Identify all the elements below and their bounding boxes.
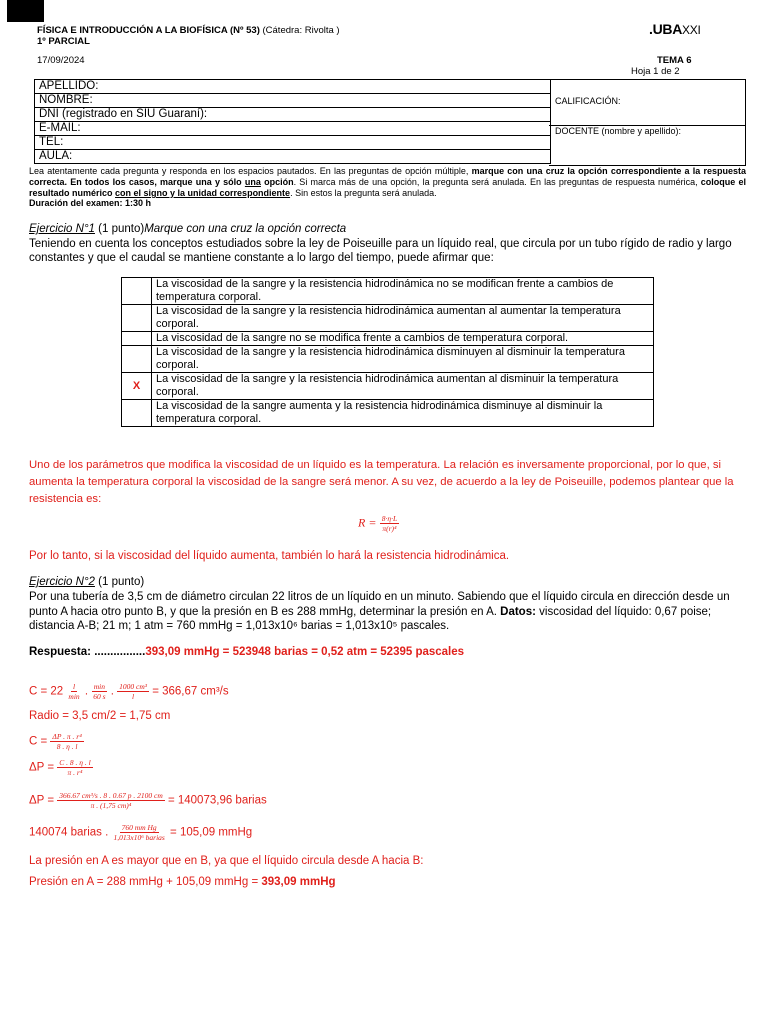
instr-bold-1: marque con una cruz la opción correspondiente a la respuesta correcta. En todos los casos, marque una y sólo: [29, 166, 746, 187]
calc-c-result: = 366,67 cm³/s: [149, 685, 229, 698]
frac-num: ΔP . π . r⁴: [52, 732, 82, 741]
ej2-statement-1: Por una tubería de 3,5 cm de diámetro circulan 22 litros de un líquido en un minuto. Sabiendo que el líquido circula en dirección desde un punto A hacia otro punto B, y que la presión en B es 288 mmHg, determinar la presión en A.: [29, 591, 730, 618]
ej1-title: [29, 223, 346, 235]
formula-den: π(r)⁴: [382, 524, 397, 533]
instructions: [29, 166, 746, 199]
instr-text-3: . Sin estos la pregunta será anulada.: [290, 188, 437, 198]
frac-num: min: [93, 682, 106, 691]
calc-c-prefix: C = 22: [29, 685, 67, 698]
option-text: La viscosidad de la sangre y la resistencia hidrodinámica disminuyen al disminuir la temperatura corporal.: [152, 346, 654, 373]
calificacion-label: CALIFICACIÓN:: [555, 96, 621, 106]
logo-main: .UBA: [649, 21, 683, 37]
frac-den: min: [68, 692, 80, 701]
frac-num: 1000 cm³: [119, 682, 148, 691]
ej1-options: [121, 277, 654, 427]
frac-den: π . r⁴: [67, 768, 83, 777]
dp-calc-result: = 140073,96 barias: [164, 794, 267, 807]
calc-caudal: C = 22 $\frac{l}{\min}$ . $\frac{\min}{60 s}$ . $\frac{\text{1000 cm³}}{l}$ = 366,67 cm³/s: [29, 682, 229, 701]
option-row[interactable]: [122, 346, 654, 373]
formula-fraction: [380, 514, 399, 533]
option-row[interactable]: [122, 332, 654, 346]
ej1-points: (1 punto): [94, 223, 145, 235]
option-mark[interactable]: [122, 346, 152, 373]
frac-l-min: [66, 682, 81, 701]
ej2-label: Ejercicio N°2: [29, 576, 95, 588]
field-email[interactable]: E-MAIL:: [35, 122, 551, 136]
frac-den: 8 . η . l: [56, 742, 78, 751]
ej1-explanation: Uno de los parámetros que modifica la viscosidad de un líquido es la temperatura. La relación es inversamente proporcional, por lo que, si aumenta la temperatura corporal la viscosidad de la sangre será menor. A su vez, de acuerdo a la ley de Poiseuille, podemos plantear que la resistencia es:: [29, 459, 734, 505]
ej2-title: [29, 576, 144, 588]
frac-den: l: [132, 692, 135, 701]
uba-logo: [649, 21, 700, 37]
formula-num: 8·η·L: [381, 514, 398, 523]
calc-radio: Radio = 3,5 cm/2 = 1,75 cm: [29, 710, 171, 722]
frac-cm3-l: [117, 682, 149, 701]
final-text: Presión en A = 288 mmHg + 105,09 mmHg =: [29, 876, 262, 888]
instr-text-2: . Si marca más de una opción, la pregunta será anulada. En las preguntas de respuesta numérica,: [293, 177, 701, 187]
calc-dp-value: [29, 791, 267, 810]
conv-result: = 105,09 mmHg: [166, 826, 253, 839]
frac-num: l: [72, 682, 76, 691]
field-dni[interactable]: DNI (registrado en SIU Guaraní):: [35, 108, 551, 122]
conv-fraction: [111, 823, 166, 842]
answer-label: Respuesta:: [29, 646, 91, 658]
ej2-statement: [29, 590, 744, 634]
frac-min-s: [91, 682, 107, 701]
course-name: FÍSICA E INTRODUCCIÓN A LA BIOFÍSICA (Nº 53): [37, 25, 260, 36]
field-aula[interactable]: AULA:: [35, 150, 551, 164]
answer-dots: ................: [91, 646, 146, 658]
hoja-label: Hoja 1 de 2: [631, 66, 680, 77]
ej2-datos-label: Datos:: [500, 605, 536, 618]
option-text: La viscosidad de la sangre y la resistencia hidrodinámica aumentan al disminuir la temperatura corporal.: [152, 373, 654, 400]
catedra: (Cátedra: Rivolta ): [262, 25, 340, 36]
option-mark-selected[interactable]: X: [122, 373, 152, 400]
answer-value: 393,09 mmHg = 523948 barias = 0,52 atm = 52395 pascales: [145, 646, 465, 658]
frac-den: 60 s: [93, 692, 106, 701]
option-row[interactable]: [122, 278, 654, 305]
dp-calc-lhs: ΔP =: [29, 794, 58, 807]
instr-bold-2: opción: [260, 177, 294, 187]
pressure-statement: La presión en A es mayor que en B, ya que el líquido circula desde A hacia B:: [29, 855, 424, 867]
exam-date: 17/09/2024: [37, 55, 85, 66]
final-pressure: [29, 876, 336, 888]
calificacion-cell[interactable]: [549, 80, 745, 126]
instr-bold-underline-2: con el signo y la unidad correspondiente: [115, 188, 291, 198]
calc-dp-formula: [29, 758, 93, 777]
ej1-statement: Teniendo en cuenta los conceptos estudiados sobre la ley de Poiseuille para un líquido real, que circula por un tubo rígido de radio y largo constantes y que el caudal se mantiene constante a lo largo del tiempo, puede afirmar que:: [29, 238, 732, 264]
tema-label: TEMA 6: [657, 55, 692, 66]
frac-num: 366.67 cm³/s . 8 . 0.67 p . 2100 cm: [59, 791, 163, 800]
resistance-formula: [358, 514, 399, 533]
exam-duration: Duración del examen: 1:30 h: [29, 198, 152, 208]
student-form: [34, 79, 551, 164]
ej1-conclusion: Por lo tanto, si la viscosidad del líquido aumenta, también lo hará la resistencia hidrodinámica.: [29, 550, 510, 562]
frac-den: 1,013x10⁶ barias: [113, 833, 165, 842]
c-formula-lhs: C =: [29, 735, 51, 748]
redaction-block: [7, 0, 44, 22]
option-mark[interactable]: [122, 278, 152, 305]
option-text: La viscosidad de la sangre no se modifica frente a cambios de temperatura corporal.: [152, 332, 654, 346]
frac-num: 760 mm Hg: [121, 823, 157, 832]
frac-num: C . 8 . η . l: [59, 758, 91, 767]
option-text: La viscosidad de la sangre y la resistencia hidrodinámica no se modifican frente a cambios de temperatura corporal.: [152, 278, 654, 305]
ej2-points: (1 punto): [94, 576, 145, 588]
instr-bold-underline-1: una: [244, 177, 261, 187]
conv-lhs: 140074 barias .: [29, 826, 112, 839]
instr-bold-3: coloque el resultado numérico: [29, 177, 746, 198]
option-mark[interactable]: [122, 332, 152, 346]
option-mark[interactable]: [122, 305, 152, 332]
grading-box: [549, 79, 746, 166]
frac-den: π . (1,75 cm)⁴: [90, 801, 132, 810]
parcial-label: 1º PARCIAL: [37, 36, 90, 47]
dp-formula-fraction: [57, 758, 92, 777]
option-row[interactable]: [122, 400, 654, 427]
dp-calc-fraction: [57, 791, 165, 810]
field-nombre[interactable]: NOMBRE:: [35, 94, 551, 108]
ej1-label: Ejercicio N°1: [29, 223, 95, 235]
c-formula-fraction: [50, 732, 83, 751]
logo-suffix: XXI: [682, 23, 701, 37]
ej2-statement-2: viscosidad del líquido: 0,67 poise; distancia A-B; 21 m; 1 atm = 760 mmHg = 1,013x10⁶ barias = 1,013x10⁵ pascales.: [29, 605, 712, 632]
calc-c-formula: [29, 732, 84, 751]
formula-lhs: R =: [358, 515, 377, 530]
option-row[interactable]: [122, 373, 654, 400]
calc-conversion: [29, 823, 252, 842]
ej1-instruction: Marque con una cruz la opción correcta: [144, 223, 347, 235]
field-tel[interactable]: TEL:: [35, 136, 551, 150]
option-text: La viscosidad de la sangre y la resistencia hidrodinámica aumentan al aumentar la temperatura corporal.: [152, 305, 654, 332]
final-value: 393,09 mmHg: [261, 876, 336, 888]
option-row[interactable]: [122, 305, 654, 332]
field-apellido[interactable]: APELLIDO:: [35, 80, 551, 94]
docente-label: DOCENTE (nombre y apellido):: [555, 126, 682, 136]
dp-formula-lhs: ΔP =: [29, 761, 58, 774]
option-text: La viscosidad de la sangre aumenta y la resistencia hidrodinámica disminuye al disminuir la temperatura corporal.: [152, 400, 654, 427]
course-title: [37, 25, 340, 36]
ej2-answer: [29, 646, 464, 658]
option-mark[interactable]: [122, 400, 152, 427]
instr-text-1: Lea atentamente cada pregunta y responda en los espacios pautados. En las preguntas de opción múltiple,: [29, 166, 472, 176]
